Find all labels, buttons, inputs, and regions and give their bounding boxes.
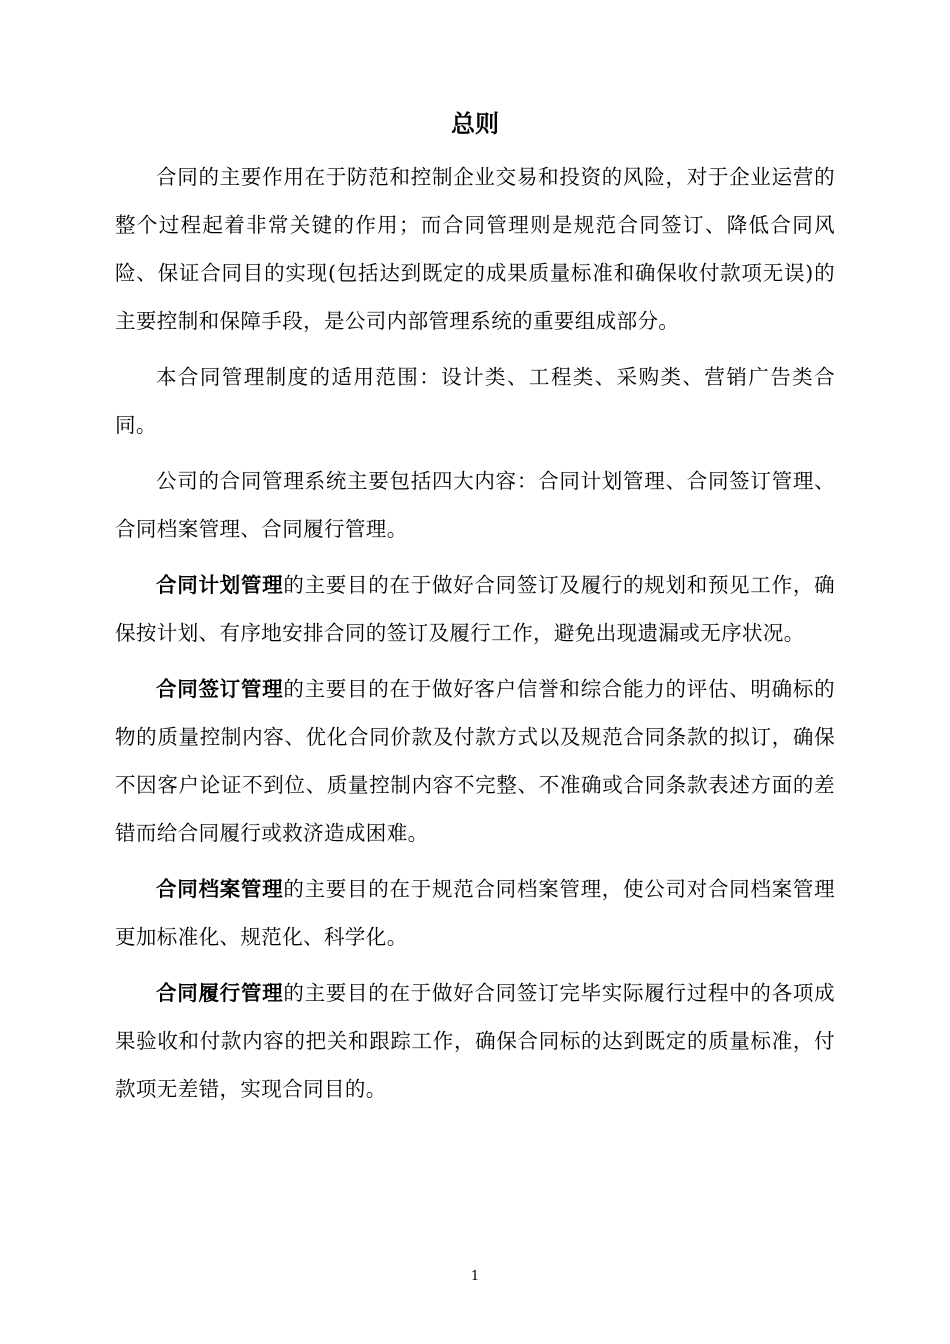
paragraph-plan-management [115, 561, 835, 657]
paragraph-text: 的主要目的在于规范合同档案管理，使公司对合同档案管理更加标准化、规范化、科学化。 [115, 877, 835, 949]
paragraph-scope [115, 353, 835, 449]
page-title: 总则 [451, 110, 499, 138]
paragraph-text: 合同的主要作用在于防范和控制企业交易和投资的风险，对于企业运营的整个过程起着非常关键的作用；而合同管理则是规范合同签订、降低合同风险、保证合同目的实现(包括达到既定的成果质量标准和确保收付款项无误)的主要控制和保障手段，是公司内部管理系统的重要组成部分。 [115, 165, 835, 333]
paragraph-text: 的主要目的在于做好合同签订完毕实际履行过程中的各项成果验收和付款内容的把关和跟踪工作，确保合同标的达到既定的质量标准，付款项无差错，实现合同目的。 [115, 981, 835, 1101]
page-number: 1 [470, 1269, 480, 1284]
paragraph-signing-management [115, 665, 835, 857]
paragraph-archive-management [115, 865, 835, 961]
paragraph-text: 公司的合同管理系统主要包括四大内容：合同计划管理、合同签订管理、合同档案管理、合同履行管理。 [115, 469, 835, 541]
document-body [115, 153, 835, 1121]
paragraph-text: 的主要目的在于做好合同签订及履行的规划和预见工作，确保按计划、有序地安排合同的签订及履行工作，避免出现遗漏或无序状况。 [115, 573, 835, 645]
paragraph-lead: 合同计划管理 [156, 573, 284, 597]
paragraph-lead: 合同履行管理 [156, 981, 284, 1005]
paragraph-lead: 合同签订管理 [156, 677, 284, 701]
paragraph-text: 本合同管理制度的适用范围：设计类、工程类、采购类、营销广告类合同。 [115, 365, 835, 437]
paragraph-performance-management [115, 969, 835, 1113]
paragraph-lead: 合同档案管理 [156, 877, 284, 901]
paragraph-purpose [115, 153, 835, 345]
paragraph-system-contents [115, 457, 835, 553]
paragraph-text: 的主要目的在于做好客户信誉和综合能力的评估、明确标的物的质量控制内容、优化合同价款及付款方式以及规范合同条款的拟订，确保不因客户论证不到位、质量控制内容不完整、不准确或合同条款表述方面的差错而给合同履行或救济造成困难。 [115, 677, 835, 845]
